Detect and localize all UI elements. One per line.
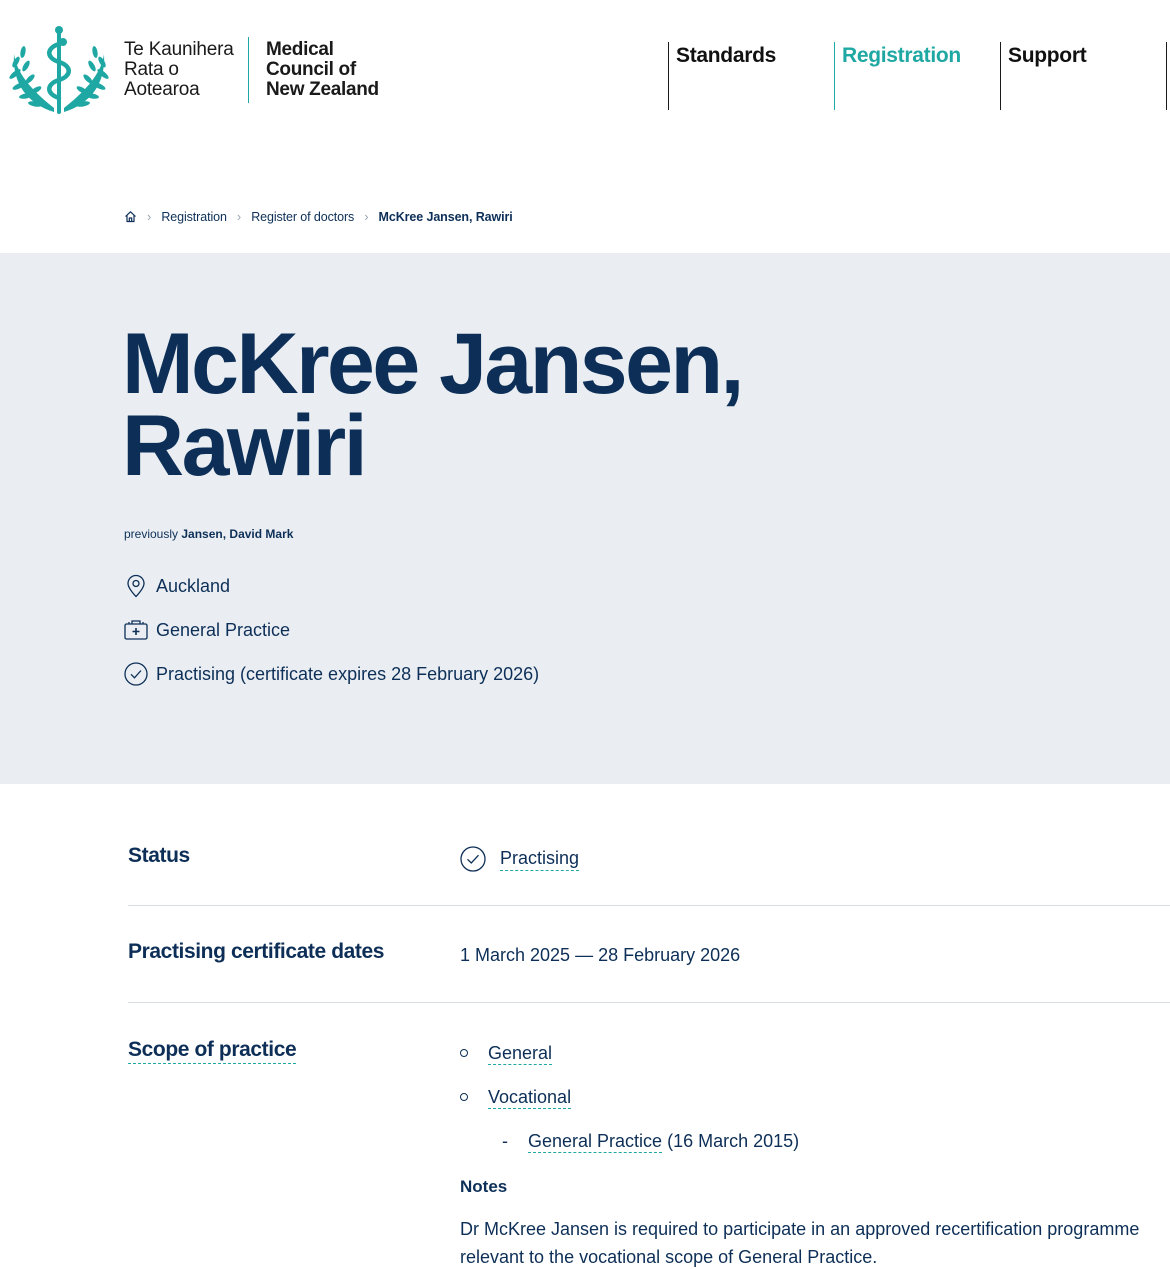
scope-link-general-practice[interactable]: General Practice bbox=[528, 1131, 663, 1151]
nav-standards[interactable]: Standards bbox=[668, 42, 834, 110]
scope-subitem-general-practice bbox=[460, 1131, 799, 1152]
logo-english-line: Council of bbox=[266, 59, 356, 80]
location-text: Auckland bbox=[156, 575, 231, 596]
certificate-dates-value: 1 March 2025 — 28 February 2026 bbox=[460, 945, 741, 965]
nav-support[interactable]: Support bbox=[1000, 42, 1166, 110]
logo-maori-line: Te Kaunihera bbox=[124, 39, 234, 60]
logo-maori-line: Aotearoa bbox=[124, 79, 200, 100]
nav-divider bbox=[1166, 42, 1167, 110]
practising-summary: Practising (certificate expires 28 February 2026) bbox=[156, 663, 540, 684]
scope-of-practice-row bbox=[128, 1003, 1170, 1269]
chevron-right-icon: › bbox=[364, 209, 369, 224]
scope-item-general bbox=[460, 1043, 552, 1064]
practising-row bbox=[124, 662, 539, 686]
status-label: Status bbox=[128, 844, 190, 867]
status-value bbox=[460, 846, 579, 872]
specialty-row bbox=[124, 618, 290, 642]
status-link[interactable]: Practising bbox=[500, 848, 579, 871]
logo-maori-name bbox=[124, 40, 234, 100]
chevron-right-icon: › bbox=[147, 209, 152, 224]
check-circle-icon bbox=[124, 662, 148, 686]
logo-maori-line: Rata o bbox=[124, 59, 179, 80]
breadcrumb-registration[interactable]: Registration bbox=[161, 209, 227, 224]
scope-subitem-date: (16 March 2015) bbox=[667, 1131, 800, 1151]
logo-divider bbox=[248, 37, 249, 103]
previously-name: Jansen, David Mark bbox=[181, 527, 294, 541]
bullet-icon bbox=[460, 1049, 468, 1057]
certificate-dates-row bbox=[128, 906, 1170, 1003]
site-header bbox=[0, 0, 1170, 120]
previous-name bbox=[124, 527, 293, 541]
location-pin-icon bbox=[124, 574, 148, 598]
previously-prefix: previously bbox=[124, 527, 179, 541]
dash-icon: - bbox=[502, 1131, 508, 1151]
logo-english-line: New Zealand bbox=[266, 79, 379, 100]
location-row bbox=[124, 574, 230, 598]
title-line: Rawiri bbox=[122, 398, 366, 494]
scope-link-general[interactable]: General bbox=[488, 1043, 553, 1063]
specialty-text: General Practice bbox=[156, 619, 291, 640]
status-row bbox=[128, 820, 1170, 906]
logo-english-line: Medical bbox=[266, 39, 334, 60]
certificate-dates-label: Practising certificate dates bbox=[128, 940, 385, 963]
scope-link-vocational[interactable]: Vocational bbox=[488, 1087, 572, 1107]
breadcrumb-current: McKree Jansen, Rawiri bbox=[378, 209, 513, 224]
scope-item-vocational bbox=[460, 1087, 571, 1108]
nav-registration[interactable]: Registration bbox=[834, 42, 1000, 110]
breadcrumb-register-of-doctors[interactable]: Register of doctors bbox=[251, 209, 355, 224]
title-line: McKree Jansen, bbox=[122, 316, 742, 412]
logo-english-name bbox=[266, 40, 379, 100]
breadcrumb bbox=[124, 209, 513, 224]
chevron-right-icon: › bbox=[236, 209, 242, 224]
medical-bag-icon bbox=[124, 618, 148, 642]
home-icon[interactable] bbox=[124, 210, 137, 223]
doctor-hero bbox=[0, 253, 1170, 784]
scope-of-practice-label[interactable]: Scope of practice bbox=[128, 1038, 296, 1064]
bullet-icon bbox=[460, 1093, 468, 1101]
page-title bbox=[122, 316, 822, 494]
notes-text: Dr McKree Jansen is required to participate in an approved recertification programme relevant to the vocational scope of General Practice. bbox=[460, 1219, 1140, 1267]
notes-title: Notes bbox=[460, 1177, 508, 1196]
caduceus-fern-logo-icon[interactable] bbox=[8, 24, 110, 116]
check-circle-icon bbox=[460, 846, 486, 872]
